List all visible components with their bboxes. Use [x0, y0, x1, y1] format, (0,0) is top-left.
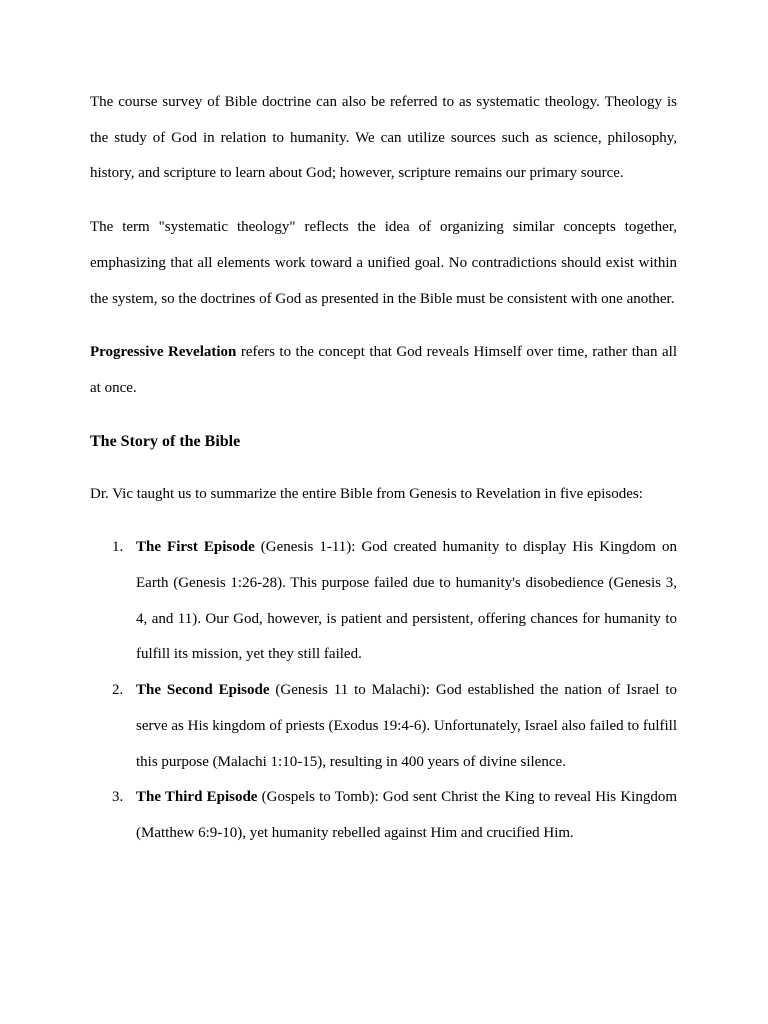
progressive-revelation-text: refers to the concept that God reveals Himself over time, rather than all at once. — [90, 344, 678, 396]
episode-title: The Third Episode — [136, 789, 258, 806]
term-progressive-revelation: Progressive Revelation — [90, 344, 237, 361]
episode-text: (Genesis 1-11): God created humanity to display His Kingdom on Earth (Genesis 1:26-28). This purpose failed due to humanity's disobedience (Genesis 3, 4, and 11). Our God, however, is patient and persistent, offering chances for humanity to fulfill its mission, yet they still failed. — [136, 539, 678, 663]
list-item-number: 1. — [112, 539, 124, 556]
episode-list — [90, 530, 677, 851]
paragraph-episodes-intro: Dr. Vic taught us to summarize the entire Bible from Genesis to Revelation in five episodes: — [90, 485, 643, 502]
paragraph-systematic-theology-definition: The term "systematic theology" reflects the idea of organizing similar concepts together, emphasizing that all elements work toward a unified goal. No contradictions should exist within the system, so the doctrines of God as presented in the Bible must be consistent with one another. — [90, 219, 677, 307]
list-item-episode-1 — [90, 530, 677, 673]
episode-title: The First Episode — [136, 539, 255, 556]
paragraph-systematic-theology-intro: The course survey of Bible doctrine can also be referred to as systematic theology. Theology is the study of God in relation to humanity. We can utilize sources such as science, philosophy, history, and scripture to learn about God; however, scripture remains our primary source. — [90, 94, 677, 182]
list-item-episode-2 — [90, 673, 677, 780]
section-heading: The Story of the Bible — [90, 432, 241, 450]
document-page — [90, 85, 677, 852]
episode-title: The Second Episode — [136, 682, 270, 699]
episode-text: (Gospels to Tomb): God sent Christ the King to reveal His Kingdom (Matthew 6:9-10), yet humanity rebelled against Him and crucified Him. — [136, 789, 677, 841]
list-item-episode-3 — [90, 780, 677, 851]
episode-text: (Genesis 11 to Malachi): God established the nation of Israel to serve as His kingdom of priests (Exodus 19:4-6). Unfortunately, Israel also failed to fulfill this purpose (Malachi 1:10-15), resulting in 400 years of divine silence. — [136, 682, 678, 770]
list-item-number: 2. — [112, 682, 124, 699]
paragraph-progressive-revelation — [90, 335, 677, 406]
list-item-number: 3. — [112, 789, 124, 806]
